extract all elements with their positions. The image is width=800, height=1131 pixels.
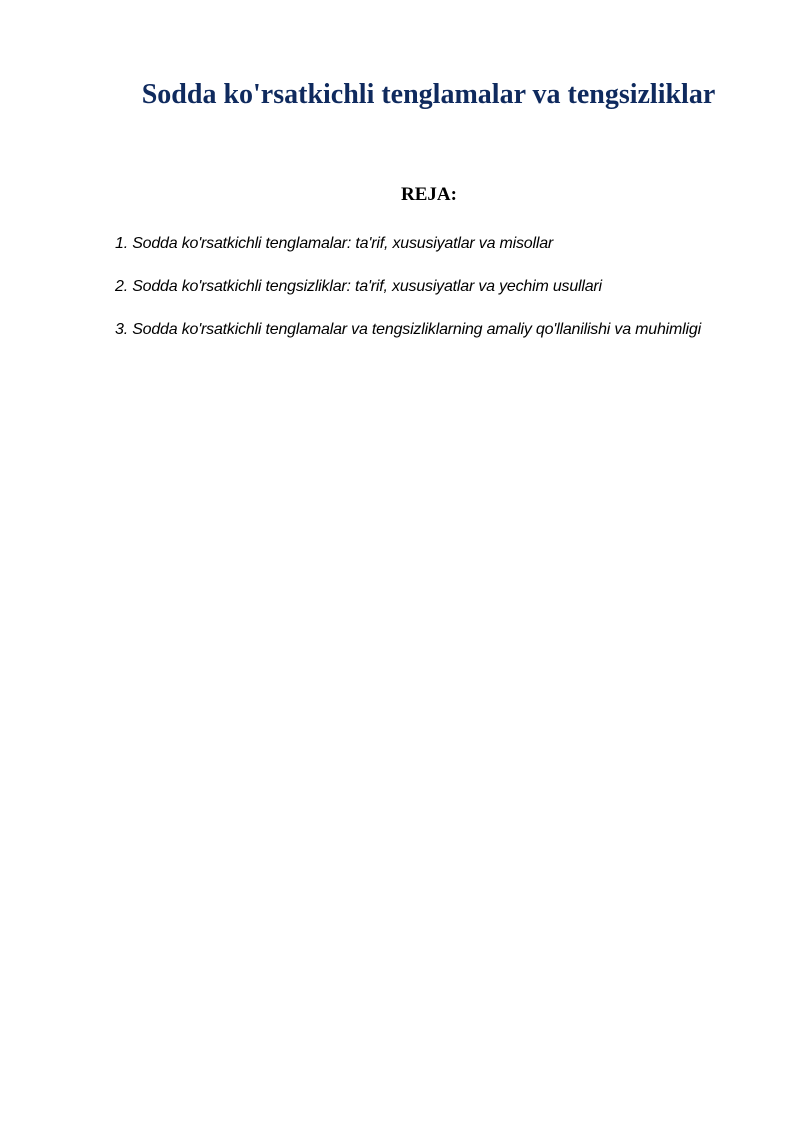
plan-item: 1. Sodda ko'rsatkichli tenglamalar: ta'rif, xususiyatlar va misollar <box>115 235 554 252</box>
plan-item: 2. Sodda ko'rsatkichli tengsizliklar: ta'rif, xususiyatlar va yechim usullari <box>115 278 602 295</box>
plan-list <box>115 228 740 357</box>
plan-item: 3. Sodda ko'rsatkichli tenglamalar va tengsizliklarning amaliy qo'llanilishi va muhimligi <box>115 321 701 338</box>
document-title: Sodda ko'rsatkichli tenglamalar va tengsizliklar <box>141 79 716 110</box>
plan-heading: REJA: <box>401 184 457 205</box>
